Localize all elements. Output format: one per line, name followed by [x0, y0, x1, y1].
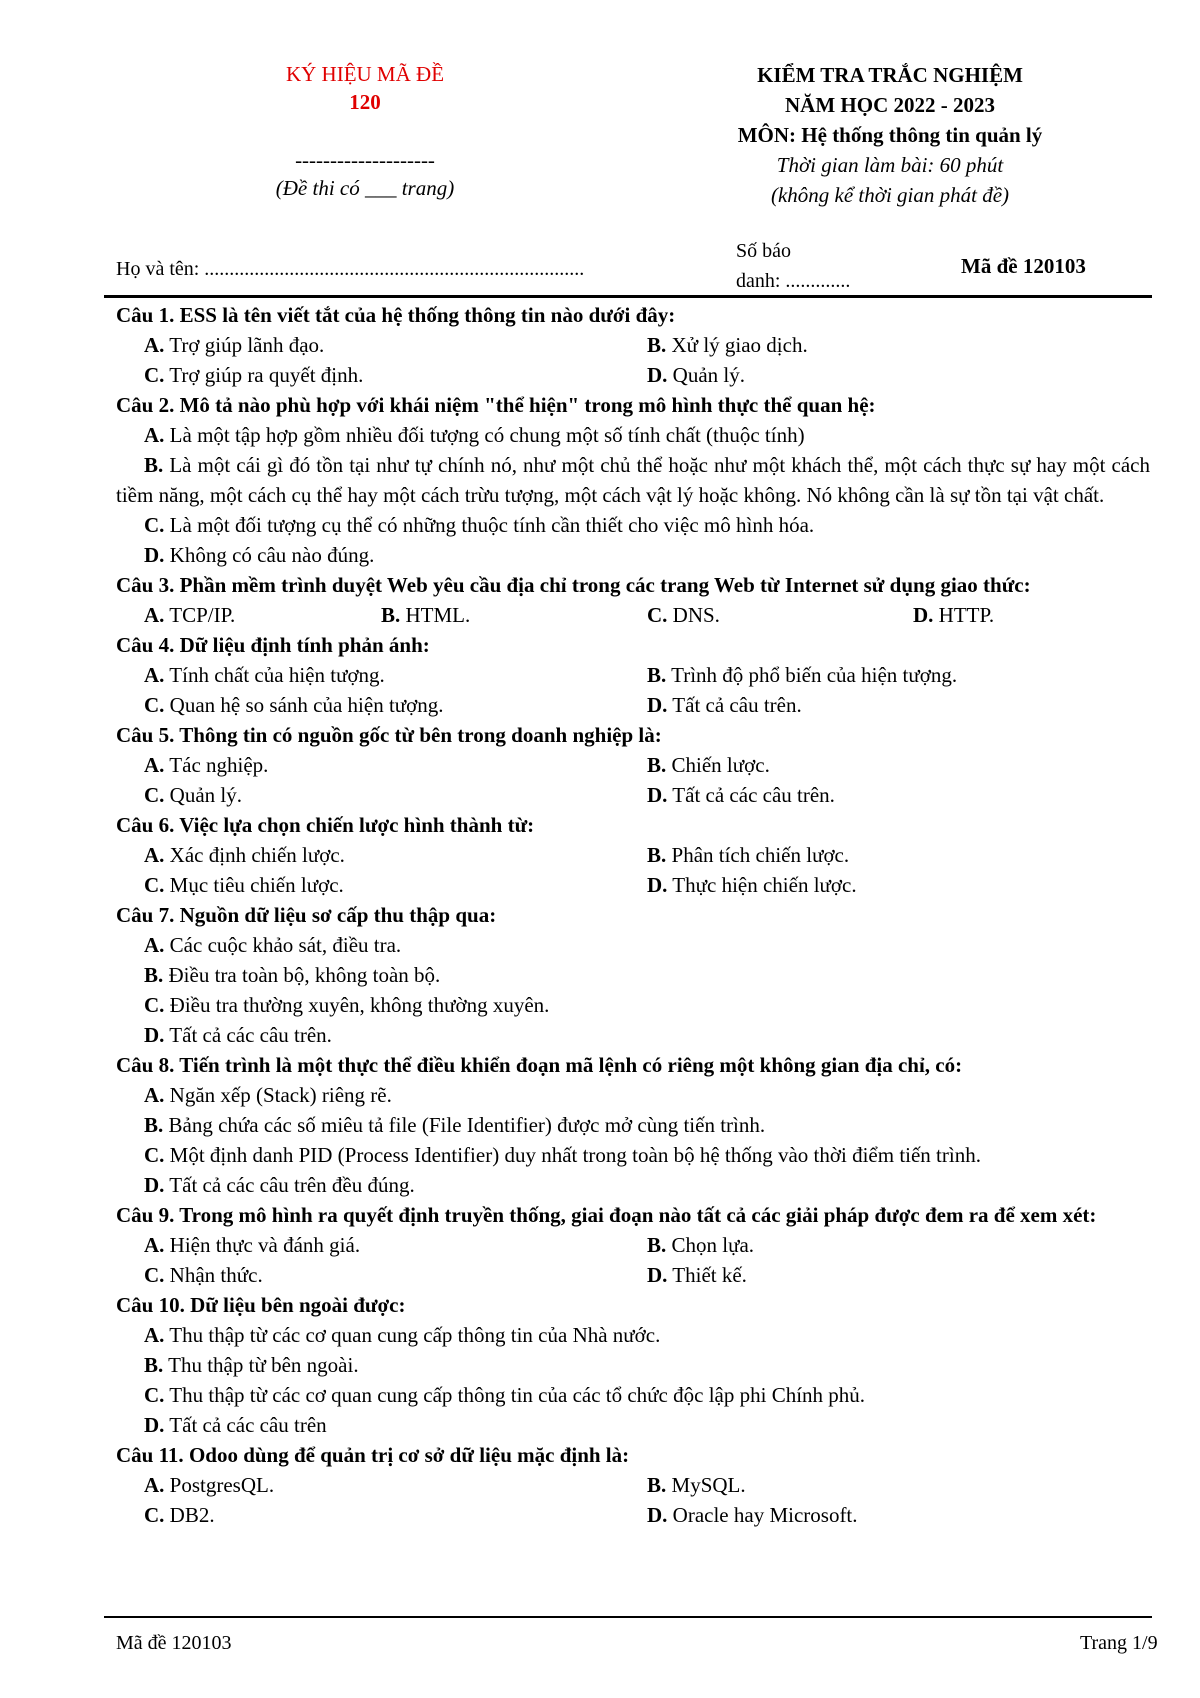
question-title: [116, 390, 1150, 420]
option-a[interactable]: A. Là một tập hợp gồm nhiều đối tượng có chung một số tính chất (thuộc tính): [144, 423, 805, 447]
option-row: [116, 600, 1150, 630]
option-row: [116, 780, 1150, 810]
option-a[interactable]: A. Trợ giúp lãnh đạo.: [144, 333, 325, 357]
option-c[interactable]: C. Thu thập từ các cơ quan cung cấp thông tin của các tổ chức độc lập phi Chính phủ.: [144, 1383, 866, 1407]
dash-divider: --------------------: [295, 148, 435, 172]
question-number: Câu 3.: [116, 573, 175, 597]
option-d[interactable]: D. Tất cả các câu trên đều đúng.: [144, 1173, 415, 1197]
option-d[interactable]: D. Oracle hay Microsoft.: [647, 1503, 858, 1527]
name-field[interactable]: Họ và tên: ............................................................................: [116, 258, 585, 280]
question-8: [116, 1050, 1150, 1200]
option-d[interactable]: D. Không có câu nào đúng.: [144, 543, 375, 567]
option-b[interactable]: B. Bảng chứa các số miêu tả file (File Identifier) được mở cùng tiến trình.: [144, 1113, 766, 1137]
option-a[interactable]: A. Tác nghiệp.: [144, 753, 269, 777]
option-row: [116, 690, 1150, 720]
option-b[interactable]: B. Trình độ phổ biến của hiện tượng.: [647, 663, 958, 687]
subject: MÔN: Hệ thống thông tin quản lý: [737, 123, 1043, 147]
option-a[interactable]: A. PostgresQL.: [144, 1473, 275, 1497]
page-number: Trang 1/9: [1080, 1632, 1158, 1654]
option-c[interactable]: C. DNS.: [647, 603, 720, 627]
candidate-info: [116, 236, 1150, 296]
option-a[interactable]: A. Thu thập từ các cơ quan cung cấp thông tin của Nhà nước.: [144, 1323, 661, 1347]
question-title: [116, 570, 1150, 600]
question-10: [116, 1290, 1150, 1440]
option-b[interactable]: B. Phân tích chiến lược.: [647, 843, 850, 867]
option-b[interactable]: B. Chọn lựa.: [647, 1233, 755, 1257]
question-number: Câu 11.: [116, 1443, 184, 1467]
question-text: ESS là tên viết tắt của hệ thống thông tin nào dưới đây:: [179, 303, 676, 327]
option-d[interactable]: D. Quản lý.: [647, 363, 745, 387]
question-text: Thông tin có nguồn gốc từ bên trong doanh nghiệp là:: [179, 723, 662, 747]
option-c[interactable]: C. Là một đối tượng cụ thể có những thuộc tính cần thiết cho việc mô hình hóa.: [144, 513, 815, 537]
question-title: [116, 1200, 1150, 1230]
option-row: [116, 1230, 1150, 1260]
option-c[interactable]: C. Điều tra thường xuyên, không thường xuyên.: [144, 993, 550, 1017]
question-text: Việc lựa chọn chiến lược hình thành từ:: [179, 813, 535, 837]
question-title: [116, 1440, 1150, 1470]
question-text: Dữ liệu định tính phản ánh:: [179, 633, 430, 657]
option-row: [116, 840, 1150, 870]
question-title: [116, 900, 1150, 930]
question-number: Câu 8.: [116, 1053, 175, 1077]
question-title: [116, 1290, 1150, 1320]
option-c[interactable]: C. DB2.: [144, 1503, 215, 1527]
option-b[interactable]: B. Chiến lược.: [647, 753, 770, 777]
question-4: [116, 630, 1150, 720]
question-number: Câu 5.: [116, 723, 175, 747]
option-a[interactable]: A. Hiện thực và đánh giá.: [144, 1233, 361, 1257]
question-1: [116, 300, 1150, 390]
option-d[interactable]: D. Tất cả câu trên.: [647, 693, 802, 717]
option-a[interactable]: A. Ngăn xếp (Stack) riêng rẽ.: [144, 1083, 392, 1107]
option-a[interactable]: A. Các cuộc khảo sát, điều tra.: [144, 933, 402, 957]
option-d[interactable]: D. Tất cả các câu trên: [144, 1413, 327, 1437]
option-c[interactable]: C. Quản lý.: [144, 783, 242, 807]
option-row: [116, 360, 1150, 390]
question-text: Trong mô hình ra quyết định truyền thống, giai đoạn nào tất cả các giải pháp được đem ra để xem xét:: [179, 1203, 1097, 1227]
question-number: Câu 4.: [116, 633, 175, 657]
option-row: [116, 1260, 1150, 1290]
option-row: [116, 750, 1150, 780]
option-b[interactable]: B. Điều tra toàn bộ, không toàn bộ.: [144, 963, 441, 987]
question-text: Tiến trình là một thực thể điều khiển đoạn mã lệnh có riêng một không gian địa chỉ, có:: [179, 1053, 963, 1077]
exam-code-label: KÝ HIỆU MÃ ĐỀ: [285, 62, 445, 86]
question-number: Câu 6.: [116, 813, 175, 837]
question-title: [116, 810, 1150, 840]
candidate-number-field[interactable]: [736, 236, 886, 296]
exam-title: KIỂM TRA TRẮC NGHIỆM: [757, 63, 1023, 87]
question-number: Câu 10.: [116, 1293, 185, 1317]
option-d[interactable]: D. Tất cả các câu trên.: [144, 1023, 332, 1047]
question-number: Câu 7.: [116, 903, 175, 927]
option-d[interactable]: D. Tất cả các câu trên.: [647, 783, 835, 807]
question-9: [116, 1200, 1150, 1290]
option-c[interactable]: C. Một định danh PID (Process Identifier) duy nhất trong toàn bộ hệ thống vào thời điểm tiến trình.: [144, 1143, 981, 1167]
question-5: [116, 720, 1150, 810]
question-number: Câu 9.: [116, 1203, 175, 1227]
question-3: [116, 570, 1150, 630]
exam-code-value: 120: [349, 90, 381, 114]
option-a[interactable]: A. Tính chất của hiện tượng.: [144, 663, 385, 687]
option-b[interactable]: B. Thu thập từ bên ngoài.: [144, 1353, 359, 1377]
option-d[interactable]: D. Thực hiện chiến lược.: [647, 873, 857, 897]
option-b[interactable]: B. HTML.: [381, 603, 471, 627]
option-row: [116, 1500, 1150, 1530]
exam-code: Mã đề 120103: [961, 254, 1086, 278]
option-row: [116, 870, 1150, 900]
option-b[interactable]: B. Xử lý giao dịch.: [647, 333, 808, 357]
option-d[interactable]: D. Thiết kế.: [647, 1263, 747, 1287]
exam-title-block: [680, 60, 1100, 210]
question-title: [116, 720, 1150, 750]
question-title: [116, 300, 1150, 330]
option-row: [116, 1470, 1150, 1500]
duration-note: (không kể thời gian phát đề): [770, 183, 1010, 207]
option-row: [116, 330, 1150, 360]
question-7: [116, 900, 1150, 1050]
footer-divider: [104, 1616, 1152, 1618]
sbd-line-1: Số báo: [736, 240, 791, 262]
exam-code-block: [220, 60, 510, 202]
option-a[interactable]: A. Xác định chiến lược.: [144, 843, 345, 867]
option-a[interactable]: A. TCP/IP.: [144, 603, 236, 627]
question-number: Câu 2.: [116, 393, 175, 417]
duration: Thời gian làm bài: 60 phút: [776, 153, 1004, 177]
question-text: Nguồn dữ liệu sơ cấp thu thập qua:: [179, 903, 497, 927]
option-b[interactable]: B. MySQL.: [647, 1473, 746, 1497]
school-year: NĂM HỌC 2022 - 2023: [785, 93, 995, 117]
option-d[interactable]: D. HTTP.: [913, 603, 995, 627]
question-number: Câu 1.: [116, 303, 175, 327]
question-text: Mô tả nào phù hợp với khái niệm "thể hiện" trong mô hình thực thể quan hệ:: [179, 393, 876, 417]
question-text: Odoo dùng để quản trị cơ sở dữ liệu mặc định là:: [188, 1443, 630, 1467]
option-c[interactable]: C. Mục tiêu chiến lược.: [144, 873, 344, 897]
header-divider: [104, 295, 1152, 298]
question-text: Dữ liệu bên ngoài được:: [190, 1293, 406, 1317]
option-b[interactable]: B. Là một cái gì đó tồn tại như tự chính nó, như một chủ thể hoặc như một khách thể, một cách thực sự hay một cách tiềm năng, một cách cụ thể hay một cách trừu tượng, một cách vật lý hoặc không. Nó không cần là sự tồn tại vật chất.: [116, 453, 1151, 507]
option-c[interactable]: C. Nhận thức.: [144, 1263, 263, 1287]
option-c[interactable]: C. Trợ giúp ra quyết định.: [144, 363, 364, 387]
option-row: [116, 660, 1150, 690]
sbd-line-2: danh: .............: [736, 270, 851, 292]
question-title: [116, 630, 1150, 660]
question-2: [116, 390, 1150, 570]
question-list: [116, 300, 1150, 1530]
question-6: [116, 810, 1150, 900]
pages-note: (Đề thi có ___ trang): [275, 176, 455, 200]
question-text: Phần mềm trình duyệt Web yêu cầu địa chỉ trong các trang Web từ Internet sử dụng giao thức:: [179, 573, 1031, 597]
question-11: [116, 1440, 1150, 1530]
question-title: [116, 1050, 1150, 1080]
footer-exam-code: Mã đề 120103: [116, 1632, 232, 1654]
option-c[interactable]: C. Quan hệ so sánh của hiện tượng.: [144, 693, 444, 717]
